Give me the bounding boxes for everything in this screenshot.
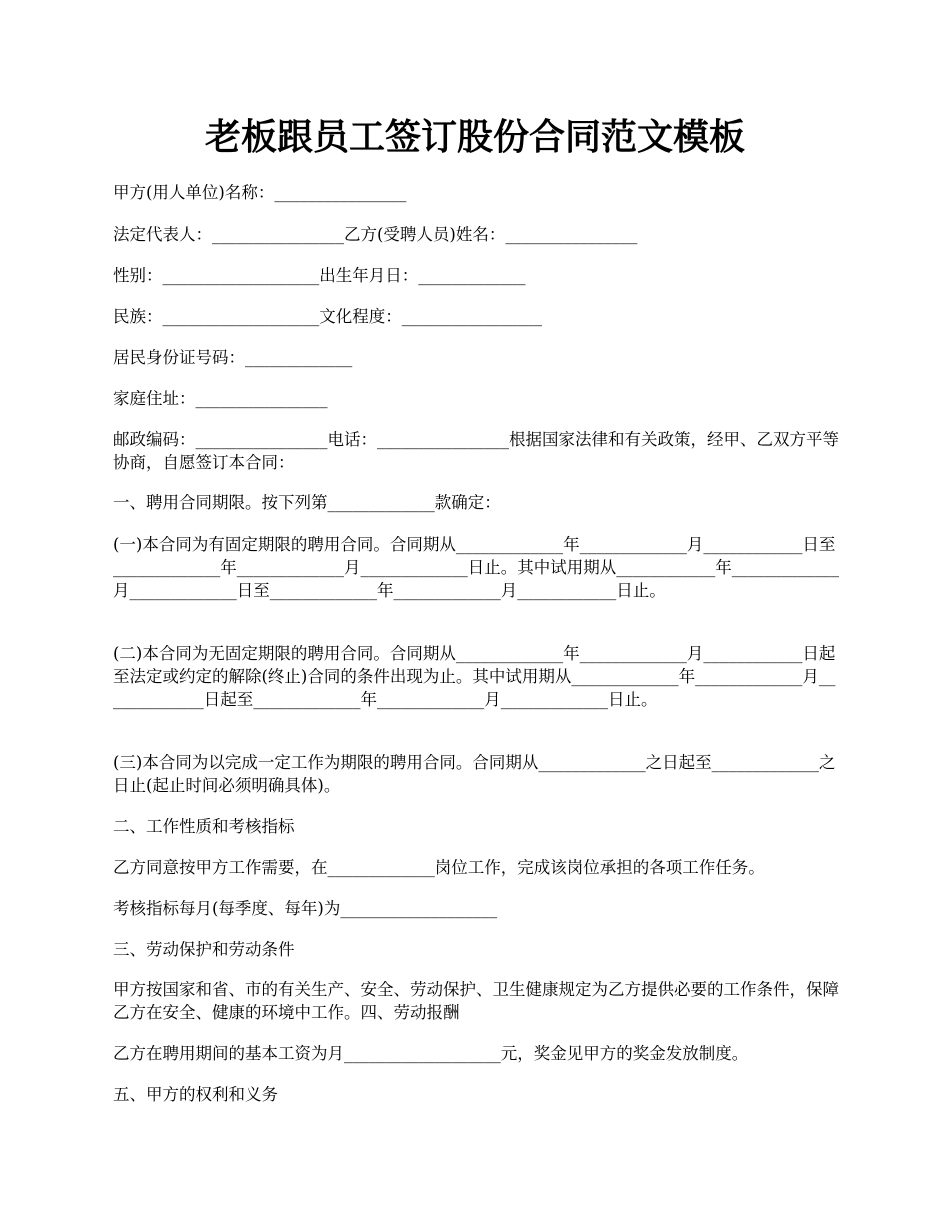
clause-1-fixed-term: (一)本合同为有固定期限的聘用合同。合同期从_____________年_____________月____________日至_____________年_____________月_____________日止。其中试用期从____________年_____________月_____________日至_____________年_____________月____________日止。 — [113, 535, 839, 600]
document-title: 老板跟员工签订股份合同范文模板 — [204, 116, 745, 158]
home-address-line: 家庭住址：________________ — [113, 389, 328, 408]
section-2-heading: 二、工作性质和考核指标 — [113, 817, 295, 836]
clause-3-task-term: (三)本合同为以完成一定工作为期限的聘用合同。合同期从_____________之日起至_____________之日止(起止时间必须明确具体)。 — [113, 753, 836, 795]
job-position-paragraph: 乙方同意按甲方工作需要，在_____________岗位工作，完成该岗位承担的各项工作任务。 — [113, 858, 765, 877]
party-a-name-line: 甲方(用人单位)名称：________________ — [113, 183, 407, 202]
salary-paragraph: 乙方在聘用期间的基本工资为月___________________元，奖金见甲方的奖金发放制度。 — [113, 1044, 749, 1063]
gender-birthdate-line: 性别：___________________出生年月日：_____________ — [113, 266, 526, 285]
labor-protection-paragraph: 甲方按国家和省、市的有关生产、安全、劳动保护、卫生健康规定为乙方提供必要的工作条件，保障乙方在安全、健康的环境中工作。四、劳动报酬 — [113, 980, 839, 1022]
representative-and-party-b-line: 法定代表人：________________乙方(受聘人员)姓名：________________ — [113, 225, 638, 244]
section-5-heading: 五、甲方的权利和义务 — [113, 1085, 278, 1104]
postcode-phone-paragraph: 邮政编码：________________电话：________________根据国家法律和有关政策，经甲、乙双方平等协商，自愿签订本合同： — [113, 430, 839, 472]
clause-2-open-term: (二)本合同为无固定期限的聘用合同。合同期从_____________年_____________月____________日起至法定或约定的解除(终止)合同的条件出现为止。其中试用期从_____________年_____________月_____________日起至_____________年_____________月_____________日止。 — [113, 644, 836, 709]
id-number-line: 居民身份证号码：_____________ — [113, 348, 353, 367]
assessment-line: 考核指标每月(每季度、每年)为___________________ — [113, 899, 498, 918]
section-1-heading: 一、聘用合同期限。按下列第_____________款确定： — [113, 493, 501, 512]
ethnicity-education-line: 民族：___________________文化程度：_________________ — [113, 307, 542, 326]
section-3-heading: 三、劳动保护和劳动条件 — [113, 940, 295, 959]
